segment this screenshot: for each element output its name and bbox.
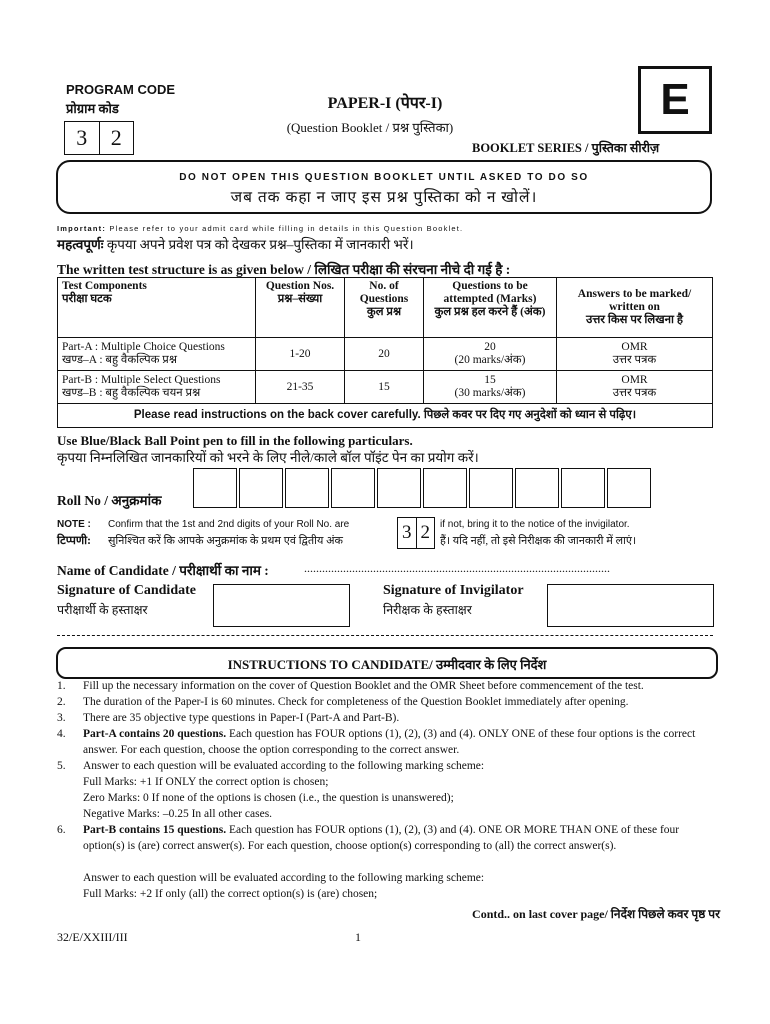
header-en: Question Nos.	[265, 280, 335, 292]
header-cell	[424, 278, 557, 338]
sig-candidate-label: Signature of Candidate	[57, 583, 196, 598]
roll-digit-box[interactable]	[607, 468, 651, 508]
note-digit: 3	[398, 518, 417, 548]
important-label-hi: महत्वपूर्णः	[57, 237, 104, 252]
roll-digit-box[interactable]	[331, 468, 375, 508]
item-number: 4.	[57, 728, 66, 740]
warning-english: DO NOT OPEN THIS QUESTION BOOKLET UNTIL ASKED TO DO SO	[179, 172, 589, 183]
item-text: Answer to each question will be evaluated according to the following marking scheme:	[83, 872, 485, 884]
attempt-cell	[424, 371, 557, 404]
item-bold: Part-B contains 15 questions.	[83, 824, 227, 836]
roll-digit-box[interactable]	[561, 468, 605, 508]
component-cell	[58, 338, 256, 371]
qnos-cell: 1-20	[256, 338, 345, 371]
sig-invigilator-label-hi: निरीक्षक के हस्ताक्षर	[383, 603, 472, 617]
item-text: The duration of the Paper-I is 60 minutes. Check for completeness of the Question Booklet immediately after opening.	[83, 696, 629, 708]
roll-number-grid[interactable]	[193, 468, 651, 508]
program-code-label-hi: प्रोग्राम कोड	[66, 101, 119, 116]
header-en: Questions to be attempted (Marks)	[443, 280, 537, 305]
component-hi: खण्ड–B : बहु वैकल्पिक चयन प्रश्न	[62, 387, 201, 399]
roll-digit-box[interactable]	[239, 468, 283, 508]
item-number: 1.	[57, 680, 66, 692]
structure-heading: The written test structure is as given below / लिखित परीक्षा की संरचना नीचे दी गई है :	[57, 262, 511, 277]
instructions-list	[57, 678, 713, 906]
answer-en: OMR	[621, 341, 648, 353]
header-hi: कुल प्रश्न हल करने हैं (अंक)	[434, 306, 546, 318]
important-label: Important:	[57, 224, 107, 233]
item-text: Answer to each question will be evaluated according to the following marking scheme:	[83, 760, 485, 772]
page-number: 1	[355, 930, 361, 944]
answer-hi: उत्तर पत्रक	[612, 387, 657, 399]
header-hi: उत्तर किस पर लिखना है	[586, 314, 683, 326]
invigilator-signature-box[interactable]	[547, 584, 714, 627]
roll-digit-box[interactable]	[193, 468, 237, 508]
answer-cell	[557, 371, 713, 404]
attempt-value: 20	[484, 341, 496, 353]
note-english-after: if not, bring it to the notice of the invigilator.	[440, 519, 630, 530]
item-text: Full Marks: +2 If only (all) the correct option(s) is (are) chosen;	[83, 888, 378, 900]
booklet-subtitle: (Question Booklet / प्रश्न पुस्तिका)	[286, 120, 454, 135]
booklet-series-label: BOOKLET SERIES / पुस्तिका सीरीज़	[472, 141, 660, 155]
note-digit: 2	[420, 522, 430, 543]
component-cell	[58, 371, 256, 404]
count-cell: 15	[345, 371, 424, 404]
item-content	[83, 726, 713, 758]
paper-title: PAPER-I (पेपर-I)	[327, 95, 443, 112]
component-en: Part-A : Multiple Choice Questions	[62, 341, 225, 353]
item-number: 6.	[57, 824, 66, 836]
answer-cell	[557, 338, 713, 371]
attempt-value: 15	[484, 374, 496, 386]
header-cell	[557, 278, 713, 338]
note-english-before: Confirm that the 1st and 2nd digits of your Roll No. are	[108, 519, 350, 530]
item-text: Fill up the necessary information on the cover of Question Booklet and the OMR Sheet before commencement of the test.	[83, 680, 644, 692]
note-label: NOTE :	[57, 519, 91, 530]
table-notice-row	[58, 404, 713, 428]
warning-hindi: जब तक कहा न जाए इस प्रश्न पुस्तिका को न खोलें।	[230, 189, 538, 206]
answer-hi: उत्तर पत्रक	[612, 354, 657, 366]
footer-code: 32/E/XXIII/III	[57, 930, 128, 944]
header-hi: कुल प्रश्न	[366, 306, 402, 318]
important-hindi-note	[57, 235, 414, 253]
series-letter: E	[638, 66, 712, 134]
answer-en: OMR	[621, 374, 648, 386]
note-digits-box	[397, 517, 435, 549]
table-row	[58, 371, 713, 404]
item-text: Negative Marks: –0.25 In all other cases.	[83, 808, 273, 820]
important-note	[57, 224, 463, 233]
item-number: 3.	[57, 712, 66, 724]
component-en: Part-B : Multiple Select Questions	[62, 374, 221, 386]
header-cell	[345, 278, 424, 338]
header-en: Test Components	[62, 280, 147, 292]
item-text: There are 35 objective type questions in Paper-I (Part-A and Part-B).	[83, 712, 400, 724]
item-bold: Part-A contains 20 questions.	[83, 728, 227, 740]
header-cell	[58, 278, 256, 338]
roll-digit-box[interactable]	[515, 468, 559, 508]
component-hi: खण्ड–A : बहु वैकल्पिक प्रश्न	[62, 354, 177, 366]
table-row	[58, 338, 713, 371]
item-content	[83, 822, 713, 854]
note-hindi-before: सुनिश्चित करें कि आपके अनुक्रमांक के प्रथम एवं द्वितीय अंक	[108, 535, 343, 547]
sig-candidate-label-hi: परीक्षार्थी के हस्ताक्षर	[57, 603, 148, 617]
note-hindi-after: हैं। यदि नहीं, तो इसे निरीक्षक की जानकारी में लाएं।	[440, 535, 637, 547]
item-text: Zero Marks: 0 If none of the options is chosen (i.e., the question is unanswered);	[83, 792, 454, 804]
candidate-name-field[interactable]: ......................................................................................................	[304, 561, 610, 575]
count-cell: 20	[345, 338, 424, 371]
header-cell	[256, 278, 345, 338]
header-en: Answers to be marked/ written on	[577, 288, 692, 313]
item-text: Each question has FOUR options (1), (2), (3) and (4). ONLY ONE of these four options is the correct answer. For each question, choose the option corresponding to the correct answer.	[83, 728, 696, 756]
roll-label: Roll No / अनुक्रमांक	[57, 493, 162, 508]
program-code-label: PROGRAM CODE	[66, 82, 176, 97]
candidate-name-label: Name of Candidate / परीक्षार्थी का नाम :	[57, 563, 269, 578]
roll-digit-box[interactable]	[469, 468, 513, 508]
roll-digit-box[interactable]	[377, 468, 421, 508]
header-en: No. of Questions	[359, 280, 409, 305]
program-code-digit: 2	[110, 125, 122, 150]
candidate-signature-box[interactable]	[213, 584, 350, 627]
important-english: Please refer to your admit card while filling in details in this Question Booklet.	[109, 224, 464, 233]
header-hi: परीक्षा घटक	[62, 293, 112, 305]
continued-note: Contd.. on last cover page/ निर्देश पिछले कवर पृष्ठ पर	[472, 907, 720, 921]
roll-digit-box[interactable]	[423, 468, 467, 508]
item-text: Each question has FOUR options (1), (2), (3) and (4). ONE OR MORE THAN ONE of these four option(s) is (are) correct answer(s). For each question, choose option(s) corresponding to (all) the correct answer(s).	[83, 824, 680, 852]
important-hindi: कृपया अपने प्रवेश पत्र को देखकर प्रश्न–पुस्तिका में जानकारी भरें।	[106, 237, 414, 252]
note-label-hi: टिप्पणी:	[57, 535, 91, 547]
attempt-cell	[424, 338, 557, 371]
roll-digit-box[interactable]	[285, 468, 329, 508]
structure-table	[57, 277, 713, 428]
item-number: 5.	[57, 760, 66, 772]
table-header-row	[58, 278, 713, 338]
sig-invigilator-label: Signature of Invigilator	[383, 583, 524, 598]
do-not-open-warning	[56, 160, 712, 214]
header-hi: प्रश्न–संख्या	[277, 293, 323, 305]
program-code-digit: 3	[65, 122, 100, 154]
instructions-title: INSTRUCTIONS TO CANDIDATE/ उम्मीदवार के लिए निर्देश	[56, 647, 718, 679]
item-text: Full Marks: +1 If ONLY the correct option is chosen;	[83, 776, 329, 788]
dashed-divider	[57, 635, 713, 636]
pen-instruction-hi: कृपया निम्नलिखित जानकारियों को भरने के लिए नीले/काले बॉल पॉइंट पेन का प्रयोग करें।	[57, 450, 479, 465]
pen-instruction: Use Blue/Black Ball Point pen to fill in the following particulars.	[57, 433, 413, 448]
back-cover-notice: Please read instructions on the back cover carefully. पिछले कवर पर दिए गए अनुदेशों को ध्यान से पढ़िए।	[58, 404, 713, 428]
attempt-marks: (20 marks/अंक)	[454, 354, 526, 366]
item-number: 2.	[57, 696, 66, 708]
qnos-cell: 21-35	[256, 371, 345, 404]
attempt-marks: (30 marks/अंक)	[454, 387, 526, 399]
